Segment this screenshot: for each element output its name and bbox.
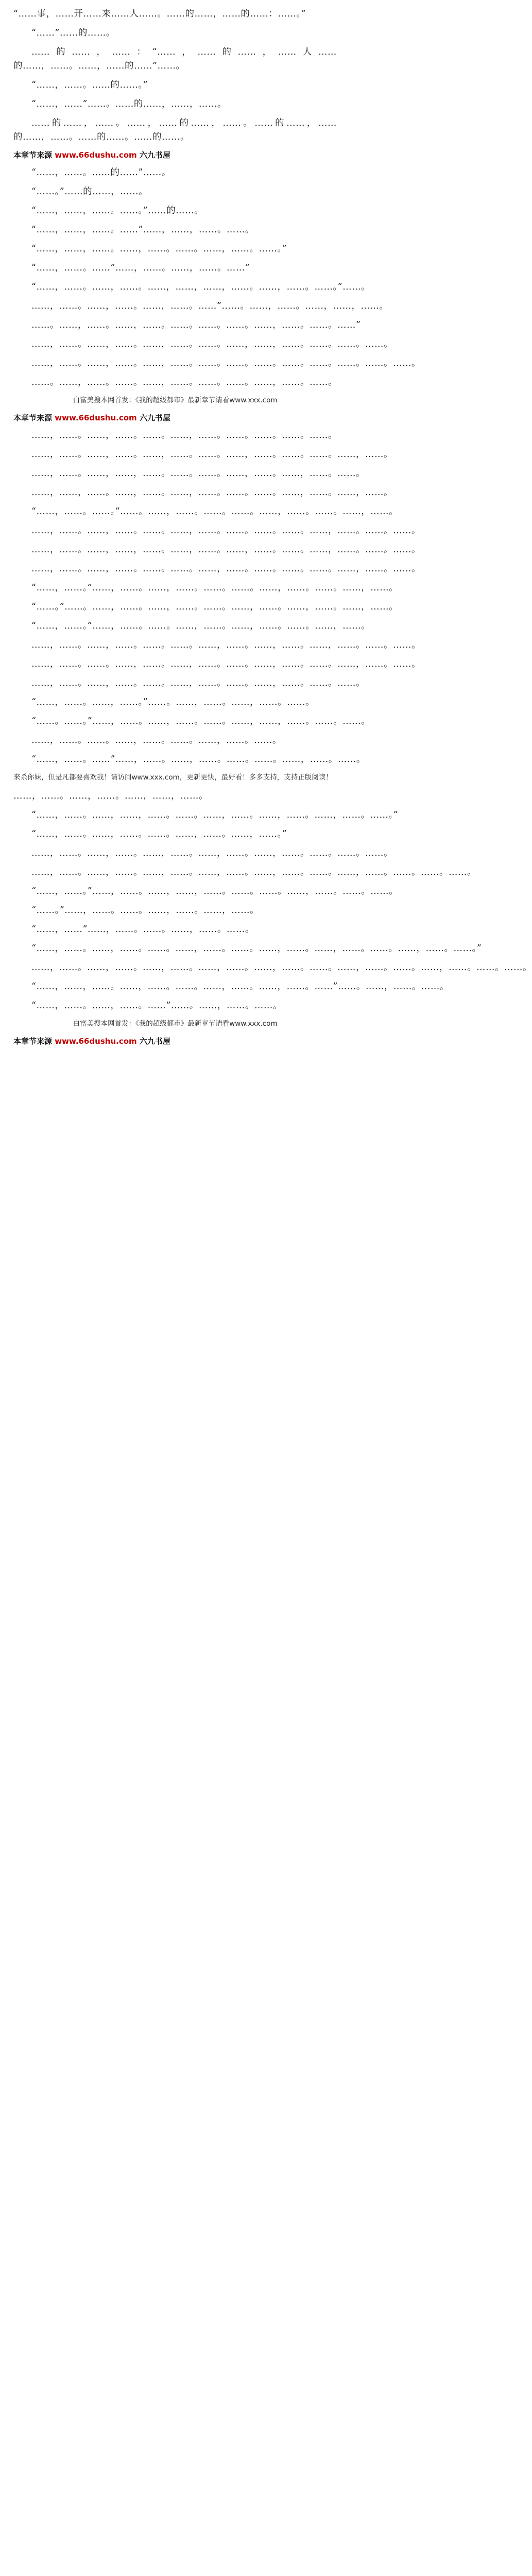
- paragraph: ……，……。……，……。……，……。……，……。……，……。……。……，……。……。……。……。: [31, 867, 476, 877]
- paragraph: “……，……。……，……。……。……，……。……，……。”: [31, 829, 287, 839]
- paragraph: ……，……。……，……。……，……。……。……，……。……。……。……，……。: [31, 449, 393, 460]
- paragraph: “……，……。……的……”……。: [31, 167, 171, 178]
- paragraph: “……，……。……，……，……。……。……，……。……，……。……，……。……。”: [31, 810, 399, 820]
- paragraph: “……，……。……。”……。……，……。……。……。……，……。……。……，……。: [31, 506, 399, 517]
- paragraph: “……，……。……，……。”……。……，……。……，……。……。: [31, 697, 315, 707]
- paragraph: ……。……，……。……，……。……。……。……。……，……。……。……”: [31, 320, 361, 330]
- paragraph: ……的……，……。……，……的……，……。……的……，……的……，……。……的……。……的……。: [13, 118, 337, 142]
- paragraph: ……，……。……，……。……。……。……，……。……。……。……。……，……。……。: [31, 564, 421, 574]
- paragraph: ……的……，……：“……，……的……，……人……的……，……。……，……的……”……。: [13, 47, 337, 71]
- watermark-site-name: 六九书屋: [139, 413, 170, 422]
- paragraph: ……，……。……，……。……，……。……，……。……，……。……。……，……。……。……，……。……。……。: [31, 962, 532, 973]
- paragraph: “……，……。……，……。……。……，……。……。……，……。……，……。……。……，……。……。”: [31, 943, 482, 954]
- source-watermark: [13, 412, 337, 423]
- paragraph: ……，……。……，……。……。……，……。……。……，……。……。……。: [31, 678, 365, 688]
- paragraph: “……，……”……。……的……，……，……。: [31, 99, 227, 109]
- paragraph: ……，……。……，……。……。……，……。……。……。……。……。: [31, 430, 337, 440]
- watermark-site-link[interactable]: www.66dushu.com: [55, 150, 137, 160]
- paragraph: “……事，……开……来……人……。……的……，……的……：……。”: [13, 9, 306, 19]
- paragraph: ……，……。……。……，……。……，……。……。……，……。……。……，……。……。: [31, 659, 421, 669]
- paragraph: ……，……。……，……。……，……。……。……。……。……。……。……。……。……。: [31, 358, 421, 368]
- watermark-site-link[interactable]: www.66dushu.com: [55, 413, 137, 422]
- site-notice: 白富美搜本网首发：《我的超级都市》最新章节请看www.xxx.com: [73, 396, 278, 404]
- paragraph: “……，……。……，……。……，……，……，……。……，……。……。”……。: [31, 282, 371, 292]
- watermark-label: 本章节来源: [13, 1037, 53, 1046]
- paragraph: ……，……。……，……。……，……。……。……，……，……。……。……。……。: [31, 339, 393, 349]
- paragraph: “……。”……的……，……。: [31, 187, 148, 197]
- paragraph: “……，……，……。……，……。……。……，……。……。”: [31, 244, 287, 254]
- paragraph: “……，……。……”……，……。……，……。……。……。……，……。……。: [31, 754, 366, 765]
- watermark-label: 本章节来源: [13, 413, 53, 422]
- source-watermark: [13, 149, 337, 161]
- watermark-site-name: 六九书屋: [139, 150, 170, 160]
- paragraph: “……，……。”……，……。……。……，……。……，……。……。……，……。: [31, 621, 371, 631]
- paragraph: ……，……。……，……。……。……，……。……。……。……。……，……。……。……。: [31, 526, 421, 536]
- paragraph: “……，……。……的……。”: [31, 80, 148, 90]
- source-watermark: [13, 1036, 337, 1047]
- paragraph: “……，……，……。……，……。……。……，……。……，……。……”……。……，……。……。: [31, 981, 449, 992]
- watermark-site-name: 六九书屋: [139, 1037, 170, 1046]
- paragraph: “……。”……，……。……。……，……。……，……。: [31, 905, 260, 916]
- paragraph: “……”……的……。: [31, 28, 115, 38]
- paragraph: “……，……。……，……。……”……。……，……。……。: [31, 1001, 282, 1011]
- paragraph: ……。……，……。……。……，……。……。……。……，……。……。: [31, 377, 337, 387]
- paragraph: “……。”……。……，……。……，……。……。……，……。……，……。……，……。: [31, 602, 399, 612]
- paragraph: ……，……。……，……。……，……，……。: [13, 791, 208, 801]
- watermark-label: 本章节来源: [13, 150, 53, 160]
- paragraph: ……，……。……，……，……。……。……。……，……。……，……。……。: [31, 468, 365, 479]
- paragraph: ……，……。……。……，……。……。……，……。……。: [31, 735, 282, 745]
- paragraph: “……，……。”……，……。……，……。……。……。……，……。……。……，……。: [31, 583, 399, 593]
- site-notice: 来杀你妹，但是凡都要喜欢我！请访问www.xxx.com，更新更快，最好看！多多支持，支持正版阅读！: [13, 773, 333, 782]
- paragraph: ……，……。……，……。……，……。……，……。……，……。……。……。……。: [31, 848, 393, 858]
- paragraph: “……，……，……。……”……，……，……。……。: [31, 225, 254, 235]
- paragraph: “……。……。”……，……。……，……。……。……，……，……。……。……。: [31, 716, 371, 726]
- paragraph: “……，……”……，……。……。……，……。……。: [31, 924, 254, 935]
- watermark-site-link[interactable]: www.66dushu.com: [55, 1037, 137, 1046]
- paragraph: ……，……。……，……。……，……。……”……。……，……。……，……，……。: [31, 301, 389, 311]
- paragraph: “……，……。……”……，……。……，……。……”: [31, 263, 250, 273]
- paragraph: ……，……。……，……。……。……。……，……。……，……。……，……。……。……。: [31, 640, 421, 650]
- paragraph: “……，……。”……，……。……，……，……。……。……。……，……。……。……。: [31, 886, 399, 896]
- paragraph: ……，……，……。……，……。……，……。……。……。……，……。……，……。: [31, 487, 393, 498]
- paragraph: “……，……，……。……。”……的……。: [31, 206, 204, 216]
- site-notice: 白富美搜本网首发：《我的超级都市》最新章节请看www.xxx.com: [73, 1020, 278, 1028]
- paragraph: ……，……。……，……，……。……，……。……，……。……。……，……。……。……。: [31, 545, 421, 555]
